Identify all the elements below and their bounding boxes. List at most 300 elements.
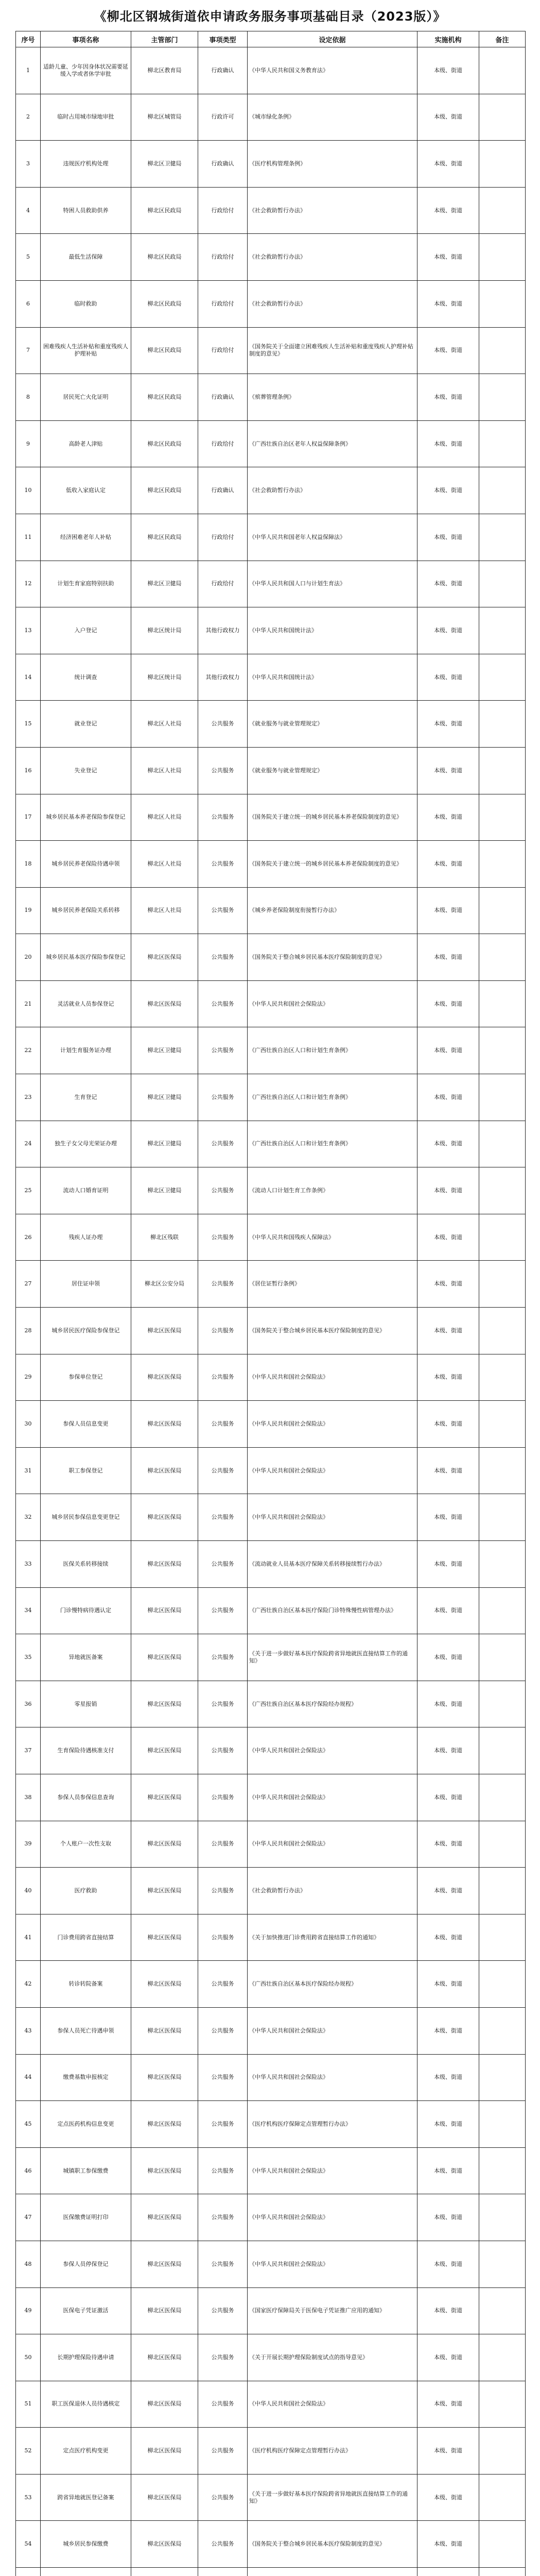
cell-item-type: 公共服务 <box>198 1354 248 1401</box>
cell-remarks <box>479 1447 526 1494</box>
cell-department: 柳北区医保局 <box>131 1727 198 1774</box>
cell-item-name: 城乡居民养老保险待遇申领 <box>41 841 131 888</box>
cell-remarks <box>479 141 526 188</box>
cell-department: 柳北区人社局 <box>131 747 198 794</box>
cell-index: 12 <box>16 561 41 607</box>
cell-item-type: 公共服务 <box>198 2241 248 2287</box>
cell-remarks <box>479 1961 526 2008</box>
header-index: 序号 <box>16 31 41 47</box>
table-header-row <box>16 31 526 47</box>
cell-item-name: 医疗救助 <box>41 1868 131 1914</box>
table-row <box>16 514 526 561</box>
cell-item-name: 经济困难老年人补贴 <box>41 514 131 561</box>
cell-department: 柳北区医保局 <box>131 2054 198 2101</box>
cell-department: 柳北区医保局 <box>131 1914 198 1961</box>
cell-index: 52 <box>16 2428 41 2475</box>
cell-index: 53 <box>16 2474 41 2521</box>
cell-department: 柳北区医保局 <box>131 1634 198 1681</box>
cell-item-name: 适龄儿童、少年因身体状况需要延缓入学或者休学审批 <box>41 47 131 94</box>
cell-index: 4 <box>16 187 41 234</box>
cell-remarks <box>479 1027 526 1074</box>
cell-index: 10 <box>16 467 41 514</box>
table-row <box>16 2428 526 2475</box>
cell-item-type: 公共服务 <box>198 2474 248 2521</box>
cell-item-type: 公共服务 <box>198 1727 248 1774</box>
cell-department: 柳北区卫健局 <box>131 1167 198 1214</box>
cell-remarks <box>479 1727 526 1774</box>
table-row <box>16 94 526 141</box>
table-row <box>16 2334 526 2381</box>
cell-implementing-body: 本级、街道 <box>417 1914 479 1961</box>
cell-item-type: 公共服务 <box>198 1074 248 1121</box>
cell-legal-basis: 《社会救助暂行办法》 <box>248 187 417 234</box>
cell-index: 22 <box>16 1027 41 1074</box>
cell-department: 柳北区人社局 <box>131 841 198 888</box>
cell-legal-basis: 《关于进一步做好基本医疗保险跨省异地就医直接结算工作的通知》 <box>248 1634 417 1681</box>
cell-item-name: 门诊费用跨省直接结算 <box>41 1914 131 1961</box>
cell-remarks <box>479 94 526 141</box>
cell-legal-basis: 《中华人民共和国统计法》 <box>248 654 417 701</box>
cell-remarks <box>479 2474 526 2521</box>
cell-index: 21 <box>16 980 41 1027</box>
cell-legal-basis: 《城市绿化条例》 <box>248 94 417 141</box>
cell-item-name: 医保电子凭证激活 <box>41 2287 131 2334</box>
cell-legal-basis: 《关于进一步做好基本医疗保险跨省异地就医直接结算工作的通知》 <box>248 2474 417 2521</box>
cell-index: 49 <box>16 2287 41 2334</box>
table-row <box>16 1634 526 1681</box>
cell-legal-basis: 《广西壮族自治区老年人权益保障条例》 <box>248 420 417 467</box>
cell-implementing-body: 本级、街道 <box>417 2287 479 2334</box>
cell-item-name: 参保单位登记 <box>41 1354 131 1401</box>
cell-legal-basis: 《殡葬管理条例》 <box>248 374 417 421</box>
cell-item-name: 城乡居民医疗保险参保登记 <box>41 1308 131 1354</box>
cell-index: 41 <box>16 1914 41 1961</box>
cell-index: 1 <box>16 47 41 94</box>
cell-implementing-body: 本级、街道 <box>417 2474 479 2521</box>
cell-index: 36 <box>16 1681 41 1727</box>
cell-implementing-body: 本级、街道 <box>417 1214 479 1261</box>
cell-legal-basis: 《社会救助暂行办法》 <box>248 280 417 327</box>
cell-legal-basis: 《中华人民共和国社会保险法》 <box>248 2241 417 2287</box>
table-row <box>16 374 526 421</box>
cell-remarks <box>479 2287 526 2334</box>
cell-item-name: 就业登记 <box>41 701 131 748</box>
cell-implementing-body: 本级、街道 <box>417 887 479 934</box>
cell-index: 47 <box>16 2194 41 2241</box>
cell-item-type: 公共服务 <box>198 1121 248 1167</box>
cell-implementing-body: 本级、街道 <box>417 2054 479 2101</box>
cell-item-type: 公共服务 <box>198 747 248 794</box>
cell-item-name: 个人账户一次性支取 <box>41 1821 131 1868</box>
cell-remarks <box>479 1914 526 1961</box>
cell-item-type: 其他行政权力 <box>198 607 248 654</box>
table-row <box>16 1774 526 1821</box>
cell-department: 柳北区医保局 <box>131 2287 198 2334</box>
cell-implementing-body: 本级、街道 <box>417 234 479 281</box>
cell-legal-basis: 《广西壮族自治区人口和计划生育条例》 <box>248 1121 417 1167</box>
cell-remarks <box>479 1494 526 1541</box>
cell-item-name: 城镇职工参保缴费 <box>41 2147 131 2194</box>
cell-item-type: 公共服务 <box>198 1681 248 1727</box>
cell-index: 20 <box>16 934 41 981</box>
cell-implementing-body: 本级、街道 <box>417 1774 479 1821</box>
cell-remarks <box>479 467 526 514</box>
cell-implementing-body: 本级、街道 <box>417 1167 479 1214</box>
table-row <box>16 2101 526 2148</box>
cell-implementing-body: 本级、街道 <box>417 47 479 94</box>
cell-item-name: 缴费基数申报核定 <box>41 2054 131 2101</box>
table-row <box>16 2474 526 2521</box>
cell-implementing-body: 本级、街道 <box>417 934 479 981</box>
cell-department: 柳北区医保局 <box>131 2334 198 2381</box>
cell-remarks <box>479 280 526 327</box>
cell-remarks <box>479 1541 526 1588</box>
cell-implementing-body: 本级、街道 <box>417 374 479 421</box>
cell-implementing-body: 本级、街道 <box>417 327 479 374</box>
cell-remarks <box>479 2568 526 2576</box>
cell-department: 柳北区民政局 <box>131 187 198 234</box>
cell-item-name: 临时占用城市绿地审批 <box>41 94 131 141</box>
cell-index: 25 <box>16 1167 41 1214</box>
cell-item-type: 行政确认 <box>198 141 248 188</box>
cell-remarks <box>479 1587 526 1634</box>
cell-legal-basis: 《广西壮族自治区人口和计划生育条例》 <box>248 1027 417 1074</box>
cell-department: 柳北区医保局 <box>131 1774 198 1821</box>
cell-legal-basis: 《中华人民共和国社会保险法》 <box>248 1774 417 1821</box>
cell-index: 29 <box>16 1354 41 1401</box>
cell-item-name <box>41 2568 131 2576</box>
table-row <box>16 887 526 934</box>
table-row <box>16 2381 526 2428</box>
cell-legal-basis: 《城乡养老保险制度衔接暂行办法》 <box>248 887 417 934</box>
cell-implementing-body <box>417 2568 479 2576</box>
table-body <box>16 47 526 2576</box>
cell-index: 33 <box>16 1541 41 1588</box>
cell-index: 38 <box>16 1774 41 1821</box>
table-row <box>16 1167 526 1214</box>
cell-legal-basis: 《中华人民共和国社会保险法》 <box>248 2381 417 2428</box>
table-row <box>16 2568 526 2576</box>
table-row <box>16 701 526 748</box>
cell-department: 柳北区医保局 <box>131 980 198 1027</box>
cell-item-type: 行政确认 <box>198 374 248 421</box>
cell-legal-basis: 《中华人民共和国社会保险法》 <box>248 2147 417 2194</box>
cell-department: 柳北区人社局 <box>131 887 198 934</box>
cell-item-name: 城乡居民参保缴费 <box>41 2521 131 2568</box>
cell-item-name: 参保人员停保登记 <box>41 2241 131 2287</box>
cell-index: 51 <box>16 2381 41 2428</box>
cell-remarks <box>479 2147 526 2194</box>
cell-legal-basis: 《社会救助暂行办法》 <box>248 234 417 281</box>
cell-department: 柳北区民政局 <box>131 234 198 281</box>
cell-implementing-body: 本级、街道 <box>417 2007 479 2054</box>
table-row <box>16 2147 526 2194</box>
cell-legal-basis: 《国务院关于建立统一的城乡居民基本养老保险制度的意见》 <box>248 841 417 888</box>
cell-index: 27 <box>16 1261 41 1308</box>
cell-index: 30 <box>16 1401 41 1448</box>
cell-item-type: 公共服务 <box>198 2194 248 2241</box>
cell-index: 43 <box>16 2007 41 2054</box>
cell-item-type: 公共服务 <box>198 1261 248 1308</box>
cell-legal-basis: 《流动就业人员基本医疗保障关系转移接续暂行办法》 <box>248 1541 417 1588</box>
cell-item-name: 生育保险待遇核准支付 <box>41 1727 131 1774</box>
cell-implementing-body: 本级、街道 <box>417 2428 479 2475</box>
cell-department: 柳北区医保局 <box>131 1587 198 1634</box>
table-row <box>16 1587 526 1634</box>
cell-implementing-body: 本级、街道 <box>417 2334 479 2381</box>
cell-implementing-body: 本级、街道 <box>417 561 479 607</box>
cell-index: 34 <box>16 1587 41 1634</box>
cell-implementing-body: 本级、街道 <box>417 2241 479 2287</box>
cell-item-type: 行政给付 <box>198 327 248 374</box>
cell-item-type: 行政确认 <box>198 467 248 514</box>
table-row <box>16 327 526 374</box>
cell-implementing-body: 本级、街道 <box>417 2381 479 2428</box>
table-row <box>16 1541 526 1588</box>
cell-implementing-body: 本级、街道 <box>417 1494 479 1541</box>
cell-item-name: 统计调查 <box>41 654 131 701</box>
table-row <box>16 607 526 654</box>
cell-item-name: 职工参保登记 <box>41 1447 131 1494</box>
cell-index: 16 <box>16 747 41 794</box>
cell-legal-basis: 《国务院关于整合城乡居民基本医疗保险制度的意见》 <box>248 2521 417 2568</box>
document-title: 《柳北区钢城街道依申请政务服务事项基础目录（2023版）》 <box>94 9 446 24</box>
cell-item-type: 其他行政权力 <box>198 654 248 701</box>
cell-item-name: 城乡居民基本养老保险参保登记 <box>41 794 131 841</box>
cell-index: 42 <box>16 1961 41 2008</box>
cell-implementing-body: 本级、街道 <box>417 1961 479 2008</box>
cell-legal-basis: 《广西壮族自治区基本医疗保险经办规程》 <box>248 1681 417 1727</box>
cell-item-name: 残疾人证办理 <box>41 1214 131 1261</box>
table-row <box>16 561 526 607</box>
cell-item-type: 公共服务 <box>198 1494 248 1541</box>
table-row <box>16 654 526 701</box>
cell-implementing-body: 本级、街道 <box>417 1074 479 1121</box>
cell-remarks <box>479 1681 526 1727</box>
table-row <box>16 2521 526 2568</box>
cell-item-type: 行政确认 <box>198 47 248 94</box>
cell-implementing-body: 本级、街道 <box>417 94 479 141</box>
cell-legal-basis: 《中华人民共和国残疾人保障法》 <box>248 1214 417 1261</box>
table-row <box>16 467 526 514</box>
cell-item-name: 计划生育家庭特别扶助 <box>41 561 131 607</box>
cell-legal-basis: 《广西壮族自治区基本医疗保险经办规程》 <box>248 1961 417 2008</box>
cell-legal-basis: 《医疗机构医疗保障定点管理暂行办法》 <box>248 2428 417 2475</box>
cell-department: 柳北区民政局 <box>131 467 198 514</box>
cell-legal-basis: 《医疗机构管理条例》 <box>248 141 417 188</box>
table-row <box>16 1821 526 1868</box>
cell-department: 柳北区民政局 <box>131 420 198 467</box>
table-row <box>16 420 526 467</box>
cell-department: 柳北区统计局 <box>131 654 198 701</box>
cell-legal-basis: 《国务院关于整合城乡居民基本医疗保险制度的意见》 <box>248 934 417 981</box>
cell-implementing-body: 本级、街道 <box>417 607 479 654</box>
cell-index: 19 <box>16 887 41 934</box>
cell-item-name: 职工医保退休人员待遇核定 <box>41 2381 131 2428</box>
cell-implementing-body: 本级、街道 <box>417 1634 479 1681</box>
cell-department: 柳北区医保局 <box>131 1541 198 1588</box>
cell-department: 柳北区统计局 <box>131 607 198 654</box>
cell-implementing-body: 本级、街道 <box>417 1447 479 1494</box>
header-legal-basis: 设定依据 <box>248 31 417 47</box>
cell-index: 6 <box>16 280 41 327</box>
cell-legal-basis: 《居住证暂行条例》 <box>248 1261 417 1308</box>
cell-item-name: 门诊慢特病待遇认定 <box>41 1587 131 1634</box>
cell-item-name: 参保人员信息变更 <box>41 1401 131 1448</box>
cell-item-name: 低收入家庭认定 <box>41 467 131 514</box>
cell-remarks <box>479 2521 526 2568</box>
table-row <box>16 1074 526 1121</box>
cell-item-type: 公共服务 <box>198 1634 248 1681</box>
cell-index: 46 <box>16 2147 41 2194</box>
cell-item-name: 医保关系转移接续 <box>41 1541 131 1588</box>
cell-item-type: 行政给付 <box>198 514 248 561</box>
cell-legal-basis: 《中华人民共和国社会保险法》 <box>248 1727 417 1774</box>
cell-index: 8 <box>16 374 41 421</box>
cell-remarks <box>479 234 526 281</box>
cell-department: 柳北区卫健局 <box>131 1027 198 1074</box>
cell-remarks <box>479 1354 526 1401</box>
cell-legal-basis: 《社会救助暂行办法》 <box>248 467 417 514</box>
cell-remarks <box>479 1634 526 1681</box>
cell-item-type: 公共服务 <box>198 2521 248 2568</box>
cell-legal-basis: 《就业服务与就业管理规定》 <box>248 701 417 748</box>
cell-item-name: 参保人员参保信息查询 <box>41 1774 131 1821</box>
cell-implementing-body: 本级、街道 <box>417 1681 479 1727</box>
cell-implementing-body: 本级、街道 <box>417 2101 479 2148</box>
cell-item-name: 失业登记 <box>41 747 131 794</box>
cell-implementing-body: 本级、街道 <box>417 280 479 327</box>
table-row <box>16 2287 526 2334</box>
cell-item-name: 计划生育服务证办理 <box>41 1027 131 1074</box>
cell-item-type: 公共服务 <box>198 1914 248 1961</box>
cell-legal-basis: 《关于开展长期护理保险制度试点的指导意见》 <box>248 2334 417 2381</box>
cell-implementing-body: 本级、街道 <box>417 467 479 514</box>
cell-item-type: 公共服务 <box>198 1774 248 1821</box>
cell-index <box>16 2568 41 2576</box>
header-remarks: 备注 <box>479 31 526 47</box>
cell-item-type: 公共服务 <box>198 1961 248 2008</box>
cell-item-type: 行政给付 <box>198 280 248 327</box>
cell-remarks <box>479 2428 526 2475</box>
cell-implementing-body: 本级、街道 <box>417 1027 479 1074</box>
cell-item-name: 跨省异地就医登记备案 <box>41 2474 131 2521</box>
cell-department: 柳北区医保局 <box>131 2194 198 2241</box>
cell-index: 2 <box>16 94 41 141</box>
cell-department: 柳北区医保局 <box>131 2241 198 2287</box>
cell-remarks <box>479 1868 526 1914</box>
cell-remarks <box>479 1308 526 1354</box>
cell-index: 11 <box>16 514 41 561</box>
cell-item-type: 公共服务 <box>198 2428 248 2475</box>
cell-remarks <box>479 327 526 374</box>
cell-index: 9 <box>16 420 41 467</box>
cell-item-name: 定点医疗机构变更 <box>41 2428 131 2475</box>
cell-item-type: 公共服务 <box>198 2381 248 2428</box>
service-catalog-table <box>15 31 526 2576</box>
table-row <box>16 747 526 794</box>
cell-department: 柳北区医保局 <box>131 2101 198 2148</box>
cell-item-name: 灵活就业人员参保登记 <box>41 980 131 1027</box>
cell-legal-basis: 《中华人民共和国社会保险法》 <box>248 1821 417 1868</box>
table-row <box>16 1308 526 1354</box>
cell-implementing-body: 本级、街道 <box>417 1261 479 1308</box>
cell-department: 柳北区医保局 <box>131 1821 198 1868</box>
cell-legal-basis <box>248 2568 417 2576</box>
cell-index: 24 <box>16 1121 41 1167</box>
cell-index: 48 <box>16 2241 41 2287</box>
cell-item-type: 公共服务 <box>198 1167 248 1214</box>
cell-remarks <box>479 701 526 748</box>
cell-implementing-body: 本级、街道 <box>417 701 479 748</box>
cell-remarks <box>479 934 526 981</box>
cell-item-type: 公共服务 <box>198 887 248 934</box>
cell-index: 23 <box>16 1074 41 1121</box>
table-row <box>16 1681 526 1727</box>
table-row <box>16 934 526 981</box>
cell-remarks <box>479 420 526 467</box>
cell-item-type: 公共服务 <box>198 1308 248 1354</box>
cell-item-type: 公共服务 <box>198 1447 248 1494</box>
cell-implementing-body: 本级、街道 <box>417 141 479 188</box>
table-row <box>16 794 526 841</box>
cell-item-type: 公共服务 <box>198 1401 248 1448</box>
cell-legal-basis: 《国务院关于建立统一的城乡居民基本养老保险制度的意见》 <box>248 794 417 841</box>
table-row <box>16 1494 526 1541</box>
cell-legal-basis: 《中华人民共和国社会保险法》 <box>248 1401 417 1448</box>
cell-department: 柳北区医保局 <box>131 2007 198 2054</box>
cell-department: 柳北区医保局 <box>131 1447 198 1494</box>
cell-department <box>131 2568 198 2576</box>
cell-department: 柳北区残联 <box>131 1214 198 1261</box>
cell-item-name: 临时救助 <box>41 280 131 327</box>
cell-implementing-body: 本级、街道 <box>417 420 479 467</box>
cell-department: 柳北区医保局 <box>131 2381 198 2428</box>
header-item-type: 事项类型 <box>198 31 248 47</box>
cell-item-name: 城乡居民养老保险关系转移 <box>41 887 131 934</box>
cell-item-name: 定点医药机构信息变更 <box>41 2101 131 2148</box>
cell-index: 15 <box>16 701 41 748</box>
cell-index: 7 <box>16 327 41 374</box>
cell-department: 柳北区人社局 <box>131 794 198 841</box>
cell-legal-basis: 《中华人民共和国人口与计划生育法》 <box>248 561 417 607</box>
table-row <box>16 1214 526 1261</box>
table-row <box>16 280 526 327</box>
cell-remarks <box>479 747 526 794</box>
cell-item-type: 公共服务 <box>198 1027 248 1074</box>
cell-department: 柳北区医保局 <box>131 1354 198 1401</box>
cell-implementing-body: 本级、街道 <box>417 514 479 561</box>
cell-index: 44 <box>16 2054 41 2101</box>
cell-index: 32 <box>16 1494 41 1541</box>
table-row <box>16 841 526 888</box>
cell-implementing-body: 本级、街道 <box>417 1587 479 1634</box>
cell-index: 3 <box>16 141 41 188</box>
cell-remarks <box>479 561 526 607</box>
cell-department: 柳北区民政局 <box>131 514 198 561</box>
cell-implementing-body: 本级、街道 <box>417 841 479 888</box>
cell-legal-basis: 《社会救助暂行办法》 <box>248 1868 417 1914</box>
cell-item-name: 居民死亡火化证明 <box>41 374 131 421</box>
cell-legal-basis: 《国务院关于全面建立困难残疾人生活补贴和重度残疾人护理补贴制度的意见》 <box>248 327 417 374</box>
cell-remarks <box>479 794 526 841</box>
cell-remarks <box>479 2334 526 2381</box>
cell-index: 13 <box>16 607 41 654</box>
header-department: 主管部门 <box>131 31 198 47</box>
cell-remarks <box>479 1401 526 1448</box>
cell-item-type: 公共服务 <box>198 2007 248 2054</box>
cell-index: 50 <box>16 2334 41 2381</box>
